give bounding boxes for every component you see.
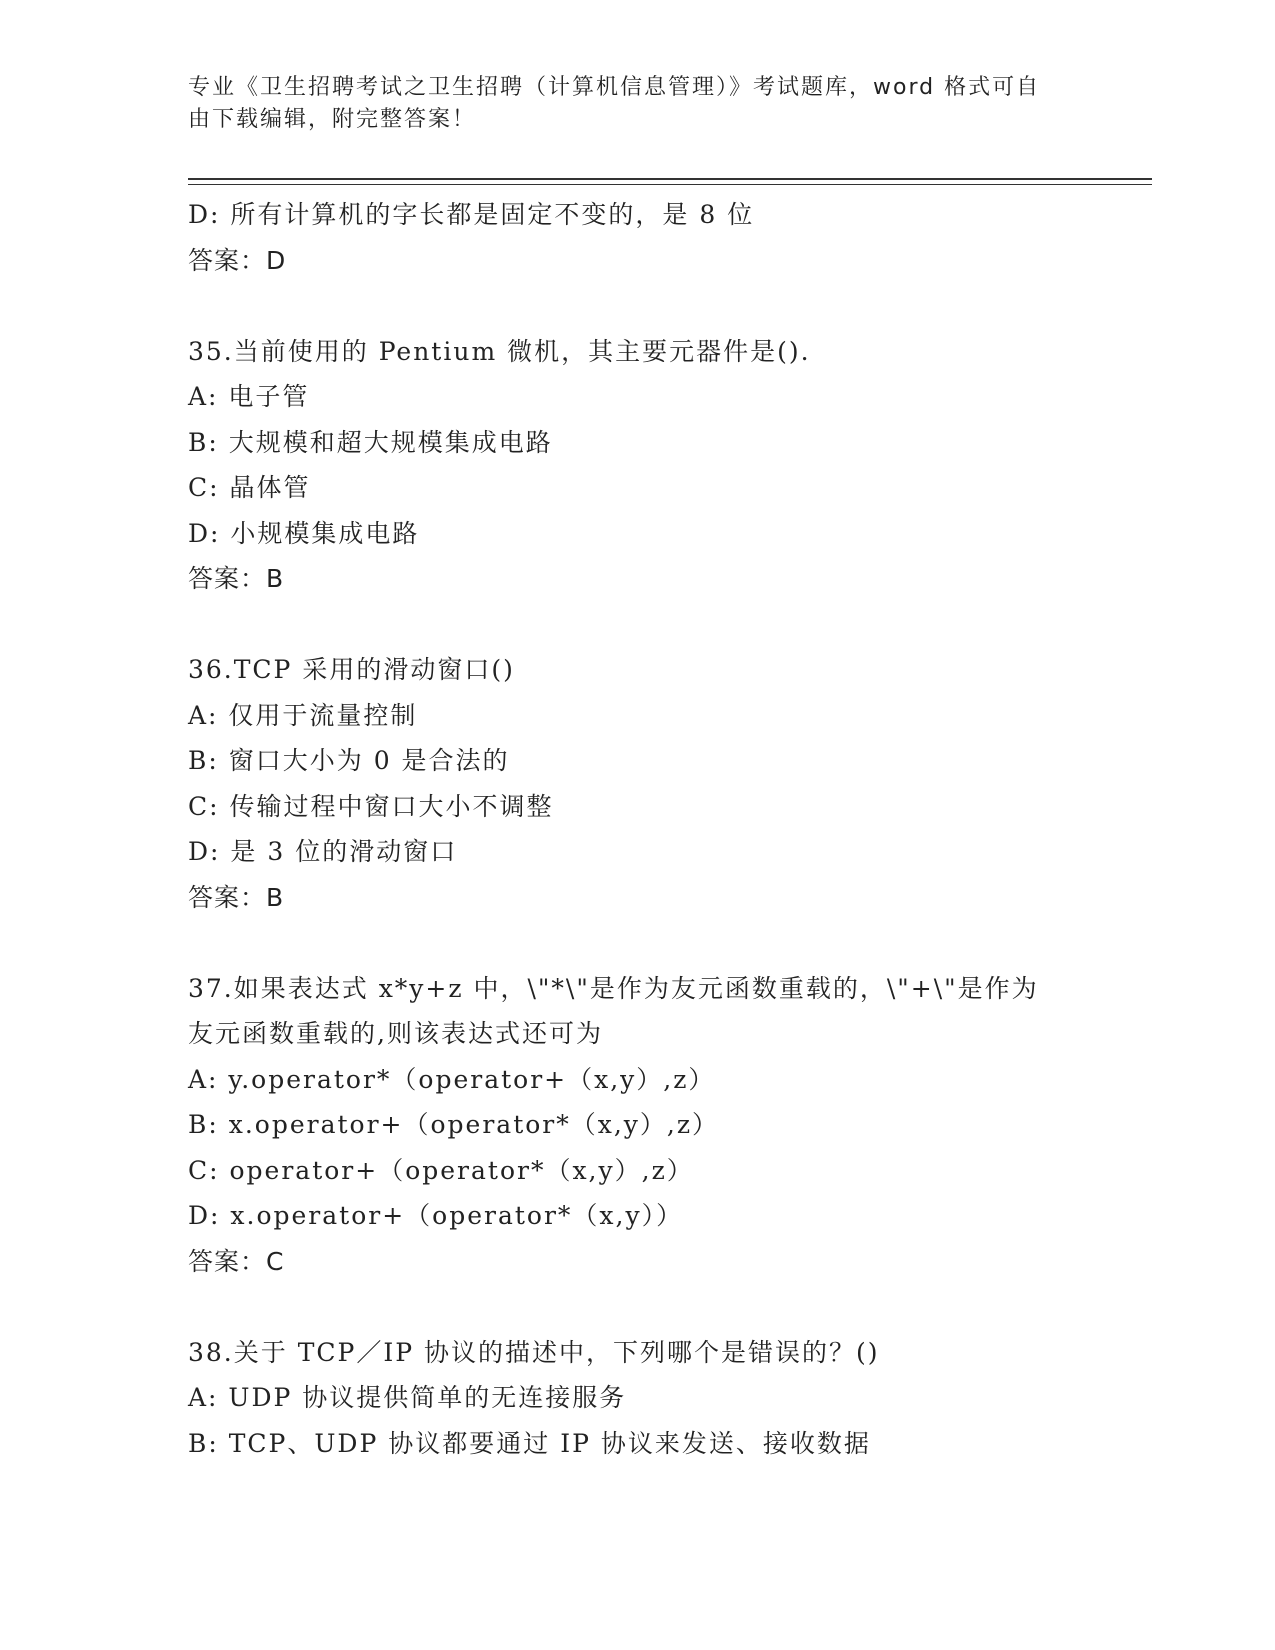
question-spacer: [188, 920, 1088, 966]
question-37: [188, 966, 1088, 1285]
question-35: [188, 329, 1088, 602]
answer-line: 答案：D: [188, 245, 287, 275]
header-line-1: 专业《卫生招聘考试之卫生招聘（计算机信息管理）》考试题库，word 格式可自: [188, 75, 1041, 100]
option-c: C: operator+（operator*（x,y）,z）: [188, 1155, 694, 1185]
question-spacer: [188, 1284, 1088, 1330]
option-a: A: 仅用于流量控制: [188, 700, 418, 730]
option-d: D: 所有计算机的字长都是固定不变的，是 8 位: [188, 200, 755, 229]
option-a: A: UDP 协议提供简单的无连接服务: [188, 1383, 627, 1412]
option-b: B: 大规模和超大规模集成电路: [188, 427, 553, 457]
question-stem: 38.关于 TCP／IP 协议的描述中，下列哪个是错误的？(): [188, 1337, 880, 1367]
question-fragment: [188, 192, 1088, 283]
header-line-2: 由下载编辑，附完整答案！: [188, 107, 477, 132]
option-d: D: 小规模集成电路: [188, 518, 420, 548]
answer-line: 答案：B: [188, 882, 285, 912]
question-36: [188, 647, 1088, 920]
question-spacer: [188, 283, 1088, 329]
option-d: D: 是 3 位的滑动窗口: [188, 837, 458, 866]
option-b: B: 窗口大小为 0 是合法的: [188, 746, 510, 775]
option-c: C: 传输过程中窗口大小不调整: [188, 791, 554, 821]
option-c: C: 晶体管: [188, 473, 311, 502]
question-spacer: [188, 602, 1088, 648]
option-b: B: TCP、UDP 协议都要通过 IP 协议来发送、接收数据: [188, 1428, 871, 1458]
question-stem: 35.当前使用的 Pentium 微机，其主要元器件是().: [188, 336, 811, 366]
question-list: [188, 192, 1088, 1466]
option-d: D: x.operator+（operator*（x,y））: [188, 1201, 684, 1230]
question-38: [188, 1330, 1088, 1467]
option-a: A: 电子管: [188, 382, 310, 411]
question-stem: 36.TCP 采用的滑动窗口(): [188, 655, 515, 684]
answer-line: 答案：B: [188, 564, 285, 593]
header-divider-thin: [188, 184, 1152, 185]
option-b: B: x.operator+（operator*（x,y）,z）: [188, 1110, 720, 1139]
header-divider-thick: [188, 178, 1152, 180]
answer-line: 答案：C: [188, 1246, 285, 1276]
question-stem-line-1: 37.如果表达式 x*y+z 中，\"*\"是作为友元函数重载的，\"+\"是作为: [188, 973, 1039, 1003]
question-stem-line-2: 友元函数重载的,则该表达式还可为: [188, 1019, 603, 1048]
option-a: A: y.operator*（operator+（x,y）,z）: [188, 1064, 716, 1094]
document-header: [188, 72, 1068, 136]
